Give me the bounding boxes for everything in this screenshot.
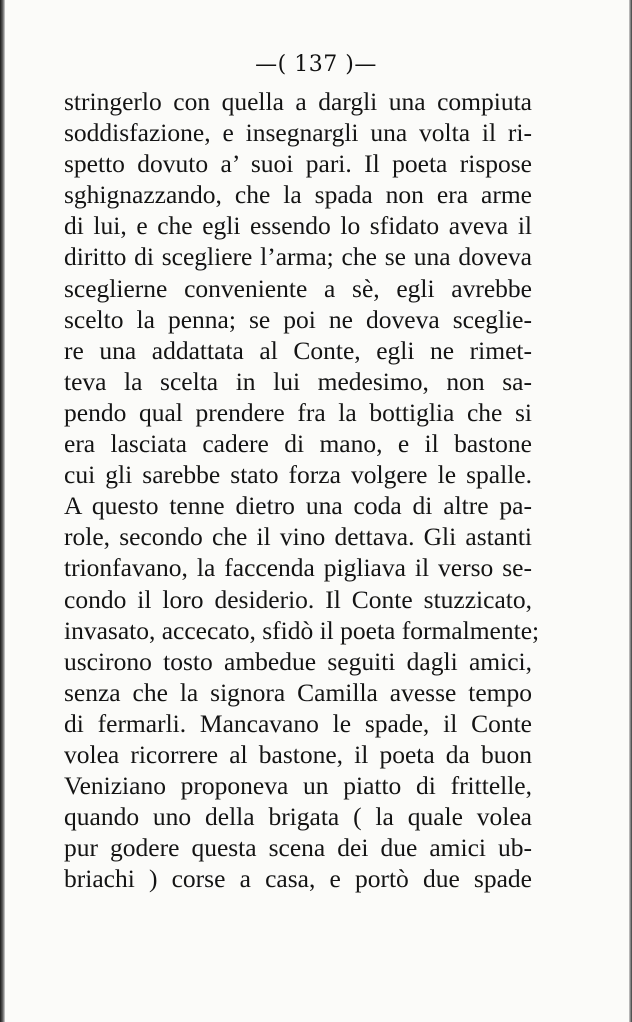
text-line: A questo tenne dietro una coda di altre pa-: [64, 491, 532, 521]
text-line: pur godere questa scena dei due amici ub-: [64, 833, 532, 863]
text-line: condo il loro desiderio. Il Conte stuzzicato,: [64, 584, 532, 614]
text-line: sghignazzando, che la spada non era arme: [64, 180, 532, 210]
text-line: era lasciata cadere di mano, e il bastone: [64, 429, 532, 459]
text-line: spetto dovuto a’ suoi pari. Il poeta rispose: [64, 149, 532, 179]
text-line: diritto di scegliere l’arma; che se una doveva: [64, 242, 532, 272]
text-line: teva la scelta in lui medesimo, non sa-: [64, 366, 532, 396]
text-line: scelto la penna; se poi ne doveva sceglie-: [64, 304, 532, 334]
page-left-edge: [0, 0, 5, 1022]
text-line: briachi ) corse a casa, e portò due spade: [64, 864, 532, 894]
text-line: uscirono tosto ambedue seguiti dagli amici,: [64, 646, 532, 676]
text-line: quando uno della brigata ( la quale volea: [64, 802, 532, 832]
text-line: volea ricorrere al bastone, il poeta da buon: [64, 739, 532, 769]
text-line: role, secondo che il vino dettava. Gli astanti: [64, 522, 532, 552]
text-line: cui gli sarebbe stato forza volgere le spalle.: [64, 460, 532, 490]
text-line: di lui, e che egli essendo lo sfidato aveva il: [64, 211, 532, 241]
text-line: sceglierne conveniente a sè, egli avrebbe: [64, 273, 532, 303]
page-number: —( 137 )—: [255, 52, 377, 77]
text-line: soddisfazione, e insegnargli una volta il ri-: [64, 118, 532, 148]
text-line: senza che la signora Camilla avesse tempo: [64, 677, 532, 707]
text-line: re una addattata al Conte, egli ne rimet-: [64, 335, 532, 365]
text-line: pendo qual prendere fra la bottiglia che si: [64, 397, 532, 427]
text-line: invasato, accecato, sfidò il poeta formalmente;: [64, 615, 540, 645]
body-text: [64, 86, 540, 894]
text-line: di fermarli. Mancavano le spade, il Conte: [64, 708, 532, 738]
text-line: trionfavano, la faccenda pigliava il verso se-: [64, 553, 532, 583]
text-line: stringerlo con quella a dargli una compiuta: [64, 87, 532, 116]
text-line: Veniziano proponeva un piatto di frittelle,: [64, 771, 532, 801]
